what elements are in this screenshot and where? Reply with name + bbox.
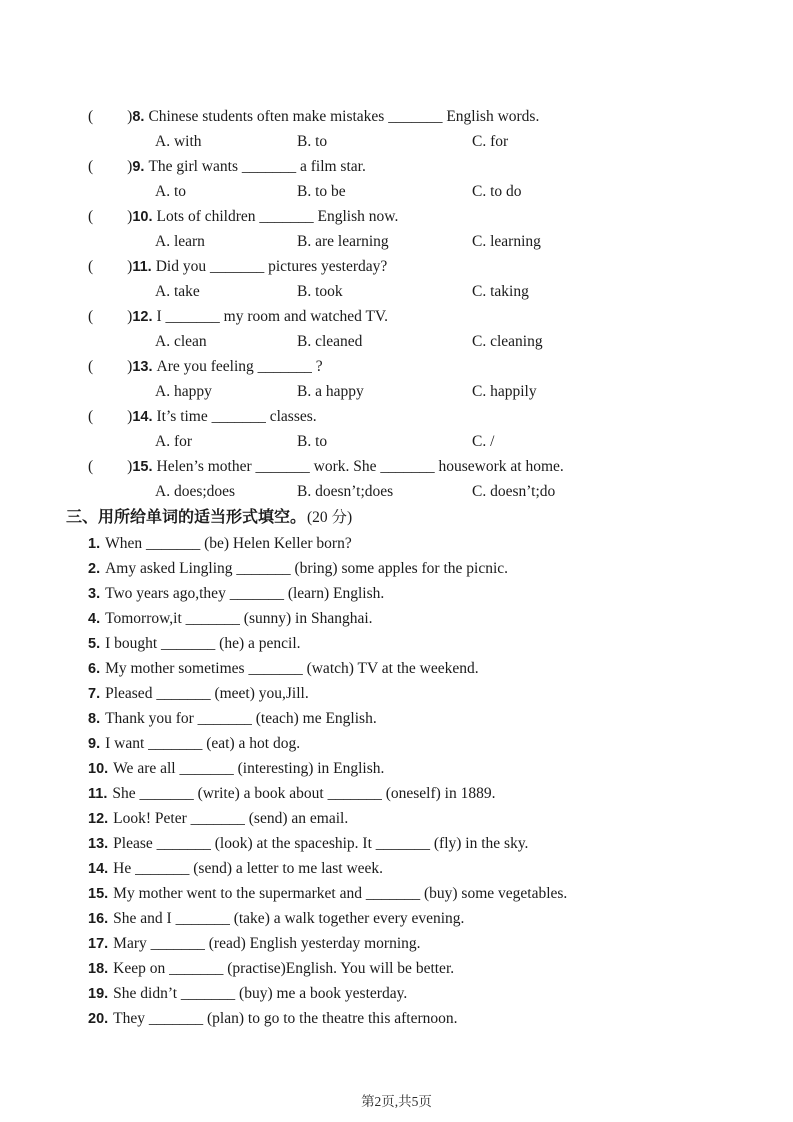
fill-item-number: 4. [88,611,101,627]
answer-bracket-close: ) [127,258,133,275]
answer-bracket-close: ) [127,308,133,325]
question-options [155,179,757,204]
mcq-question-13 [88,354,757,404]
fill-item-text: Two years ago,they _______ (learn) English. [105,585,385,602]
option-b: B. a happy [297,383,364,400]
fill-item-17 [88,931,757,956]
fill-item-19 [88,981,757,1006]
answer-bracket-close: ) [127,408,133,425]
question-stem: Chinese students often make mistakes _______ English words. [148,108,540,125]
option-c: C. learning [472,233,541,250]
fill-in-blanks-section [66,504,757,1031]
fill-item-text: Look! Peter _______ (send) an email. [113,810,349,827]
question-number: 13. [132,359,153,375]
question-stem: It’s time _______ classes. [156,408,317,425]
fill-item-text: My mother sometimes _______ (watch) TV at the weekend. [105,660,479,677]
fill-item-2 [88,556,757,581]
fill-item-text: We are all _______ (interesting) in English. [113,760,385,777]
option-b: B. cleaned [297,333,363,350]
fill-item-number: 6. [88,661,101,677]
question-stem-line [88,354,757,379]
fill-item-text: Tomorrow,it _______ (sunny) in Shanghai. [105,610,373,627]
answer-bracket-open: ( [88,458,94,475]
multiple-choice-section [88,104,757,504]
fill-item-number: 5. [88,636,101,652]
fill-item-number: 14. [88,861,109,877]
fill-item-10 [88,756,757,781]
answer-bracket-open: ( [88,308,94,325]
page-footer: 第2页,共5页 [361,1094,432,1109]
fill-item-text: She _______ (write) a book about _______ (oneself) in 1889. [112,785,496,802]
question-options [155,479,757,504]
question-stem: Lots of children _______ English now. [156,208,399,225]
fill-item-number: 2. [88,561,101,577]
fill-item-text: I want _______ (eat) a hot dog. [105,735,301,752]
mcq-question-15 [88,454,757,504]
fill-item-text: When _______ (be) Helen Keller born? [105,535,352,552]
fill-item-5 [88,631,757,656]
fill-item-number: 7. [88,686,101,702]
fill-item-text: Thank you for _______ (teach) me English. [105,710,377,727]
question-number: 12. [132,309,153,325]
fill-item-6 [88,656,757,681]
option-c: C. doesn’t;do [472,483,556,500]
option-a: A. happy [155,383,212,400]
answer-bracket-close: ) [127,208,133,225]
answer-bracket-open: ( [88,108,94,125]
question-stem-line [88,404,757,429]
fill-item-text: My mother went to the supermarket and _______ (buy) some vegetables. [113,885,568,902]
fill-item-number: 18. [88,961,109,977]
answer-bracket-open: ( [88,158,94,175]
fill-item-1 [88,531,757,556]
fill-item-number: 11. [88,786,108,802]
fill-item-12 [88,806,757,831]
section-title: 三、用所给单词的适当形式填空。 [66,509,307,526]
fill-item-text: Keep on _______ (practise)English. You will be better. [113,960,455,977]
fill-item-text: He _______ (send) a letter to me last week. [113,860,384,877]
fill-item-text: Please _______ (look) at the spaceship. It _______ (fly) in the sky. [113,835,529,852]
option-c: C. happily [472,383,537,400]
fill-item-number: 12. [88,811,109,827]
fill-item-16 [88,906,757,931]
fill-item-text: I bought _______ (he) a pencil. [105,635,301,652]
answer-bracket-close: ) [127,358,133,375]
question-number: 9. [132,159,145,175]
fill-item-number: 8. [88,711,101,727]
answer-bracket-open: ( [88,408,94,425]
fill-item-8 [88,706,757,731]
fill-item-text: Mary _______ (read) English yesterday morning. [113,935,421,952]
fill-item-3 [88,581,757,606]
fill-item-number: 10. [88,761,109,777]
fill-item-text: They _______ (plan) to go to the theatre this afternoon. [113,1010,458,1027]
question-number: 8. [132,109,145,125]
fill-item-11 [88,781,757,806]
answer-bracket-close: ) [127,158,133,175]
fill-item-number: 3. [88,586,101,602]
fill-item-text: She and I _______ (take) a walk together every evening. [113,910,465,927]
option-c: C. taking [472,283,529,300]
question-number: 10. [132,209,153,225]
option-b: B. to be [297,183,346,200]
question-options [155,429,757,454]
fill-item-20 [88,1006,757,1031]
option-c: C. for [472,133,509,150]
question-stem: The girl wants _______ a film star. [148,158,366,175]
section-points: (20 分) [307,509,353,526]
question-options [155,129,757,154]
fill-item-text: Amy asked Lingling _______ (bring) some apples for the picnic. [105,560,509,577]
option-a: A. for [155,433,193,450]
fill-item-number: 15. [88,886,109,902]
mcq-question-10 [88,204,757,254]
question-number: 15. [132,459,153,475]
section-header [66,504,757,531]
fill-item-4 [88,606,757,631]
option-c: C. cleaning [472,333,543,350]
mcq-question-9 [88,154,757,204]
question-stem-line [88,304,757,329]
fill-item-9 [88,731,757,756]
option-a: A. take [155,283,200,300]
question-number: 14. [132,409,153,425]
question-stem-line [88,154,757,179]
mcq-question-8 [88,104,757,154]
option-a: A. does;does [155,483,236,500]
fill-item-14 [88,856,757,881]
option-b: B. to [297,433,328,450]
question-stem-line [88,204,757,229]
answer-bracket-open: ( [88,358,94,375]
fill-item-number: 1. [88,536,101,552]
question-options [155,279,757,304]
question-options [155,229,757,254]
answer-bracket-open: ( [88,208,94,225]
fill-item-13 [88,831,757,856]
option-a: A. to [155,183,186,200]
question-options [155,329,757,354]
question-stem-line [88,454,757,479]
option-c: C. / [472,433,495,450]
option-b: B. to [297,133,328,150]
answer-bracket-open: ( [88,258,94,275]
option-a: A. with [155,133,202,150]
question-stem: Are you feeling _______ ? [156,358,323,375]
question-stem: Helen’s mother _______ work. She _______ housework at home. [156,458,564,475]
question-stem-line [88,104,757,129]
fill-item-number: 17. [88,936,109,952]
option-b: B. took [297,283,343,300]
fill-item-7 [88,681,757,706]
fill-item-text: She didn’t _______ (buy) me a book yesterday. [113,985,408,1002]
fill-item-number: 16. [88,911,109,927]
question-stem: I _______ my room and watched TV. [156,308,388,325]
option-a: A. learn [155,233,205,250]
question-stem: Did you _______ pictures yesterday? [155,258,388,275]
option-b: B. are learning [297,233,389,250]
option-b: B. doesn’t;does [297,483,394,500]
fill-item-number: 9. [88,736,101,752]
mcq-question-14 [88,404,757,454]
question-stem-line [88,254,757,279]
question-number: 11. [132,259,152,275]
mcq-question-11 [88,254,757,304]
fill-item-number: 19. [88,986,109,1002]
fill-item-18 [88,956,757,981]
answer-bracket-close: ) [127,108,133,125]
fill-item-number: 13. [88,836,109,852]
option-a: A. clean [155,333,207,350]
option-c: C. to do [472,183,522,200]
fill-item-number: 20. [88,1011,109,1027]
fill-item-text: Pleased _______ (meet) you,Jill. [105,685,309,702]
fill-item-15 [88,881,757,906]
answer-bracket-close: ) [127,458,133,475]
mcq-question-12 [88,304,757,354]
question-options [155,379,757,404]
